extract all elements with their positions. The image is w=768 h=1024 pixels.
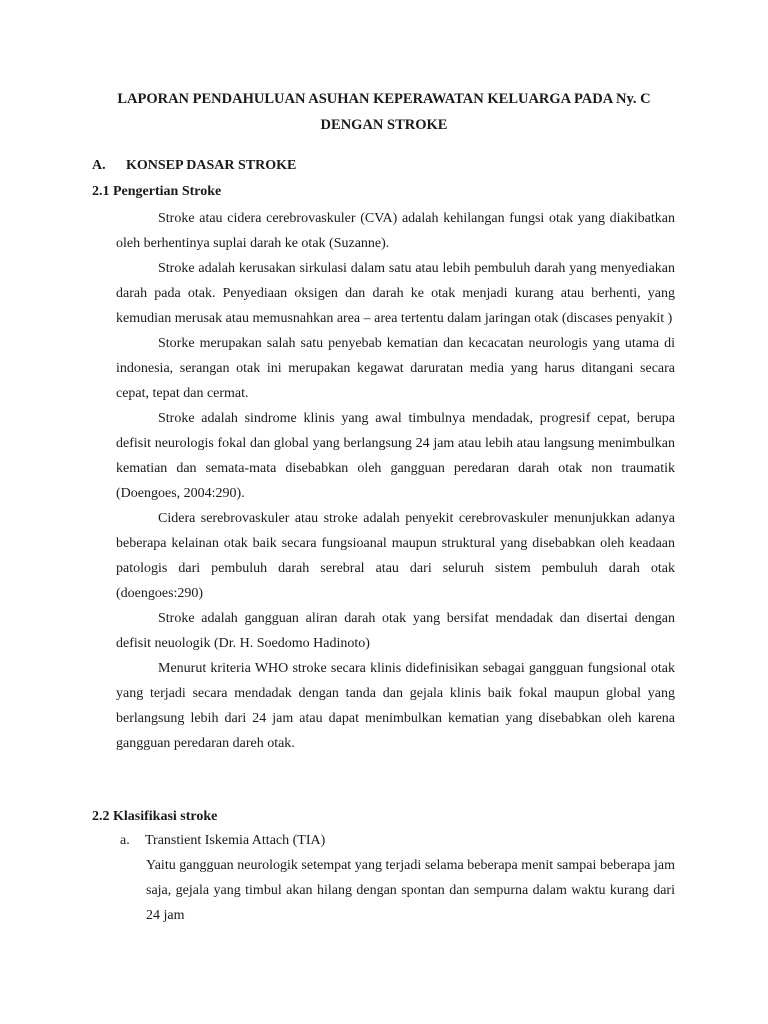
paragraph: Stroke adalah sindrome klinis yang awal timbulnya mendadak, progresif cepat, berupa defisit neurologis fokal dan global yang berlangsung 24 jam atau lebih atau langsung menimbulkan kematian dan semata-mata disebabkan oleh gangguan peredaran darah otak non traumatik (Doengoes, 2004:290). (116, 411, 675, 501)
section-letter: A. (92, 158, 106, 173)
paragraph: Menurut kriteria WHO stroke secara klinis didefinisikan sebagai gangguan fungsional otak yang terjadi secara mendadak dengan tanda dan gejala klinis baik fokal maupun global yang berlangsung lebih dari 24 jam atau dapat menimbulkan kematian yang disebabkan oleh karena gangguan peredaran dareh otak. (116, 661, 675, 751)
paragraph: Stroke adalah kerusakan sirkulasi dalam satu atau lebih pembuluh darah yang menyediakan darah pada otak. Penyediaan oksigen dan darah ke otak menjadi kurang atau berhenti, yang kemudian merusak atau memusnahkan area – area tertentu dalam jaringan otak (discases penyakit ) (116, 261, 675, 326)
paragraph: Storke merupakan salah satu penyebab kematian dan kecacatan neurologis yang utama di indonesia, serangan otak ini merupakan kegawat daruratan media yang harus ditangani secara cepat, tepat dan cermat. (116, 336, 675, 401)
subsection-heading-2: 2.2 Klasifikasi stroke (92, 809, 218, 824)
section-title: KONSEP DASAR STROKE (126, 158, 297, 173)
list-item-letter: a. (120, 833, 130, 848)
subsection-heading-1: 2.1 Pengertian Stroke (92, 184, 222, 199)
list-item-text: Yaitu gangguan neurologik setempat yang terjadi selama beberapa menit sampai beberapa jam saja, gejala yang timbul akan hilang dengan spontan dan sempurna dalam waktu kurang dari 24 jam (146, 858, 675, 923)
title-line-2: DENGAN STROKE (320, 117, 448, 133)
section-heading (92, 158, 296, 174)
paragraph: Stroke adalah gangguan aliran darah otak yang bersifat mendadak dan disertai dengan defisit neuologik (Dr. H. Soedomo Hadinoto) (116, 611, 675, 651)
paragraph: Cidera serebrovaskuler atau stroke adalah penyekit cerebrovaskuler menunjukkan adanya beberapa kelainan otak baik secara fungsioanal maupun struktural yang disebabkan oleh keadaan patologis dari pembuluh darah serebral atau dari seluruh sistem pembuluh darah otak (doengoes:290) (116, 511, 675, 601)
definition-body (116, 206, 675, 756)
list-item-title: Transtient Iskemia Attach (TIA) (145, 833, 326, 848)
document-title (92, 86, 676, 138)
list-item-body (146, 853, 675, 928)
paragraph: Stroke atau cidera cerebrovaskuler (CVA) adalah kehilangan fungsi otak yang diakibatkan oleh berhentinya suplai darah ke otak (Suzanne). (116, 211, 675, 251)
title-line-1: LAPORAN PENDAHULUAN ASUHAN KEPERAWATAN KELUARGA PADA Ny. C (117, 91, 651, 107)
list-item-heading (120, 833, 325, 849)
